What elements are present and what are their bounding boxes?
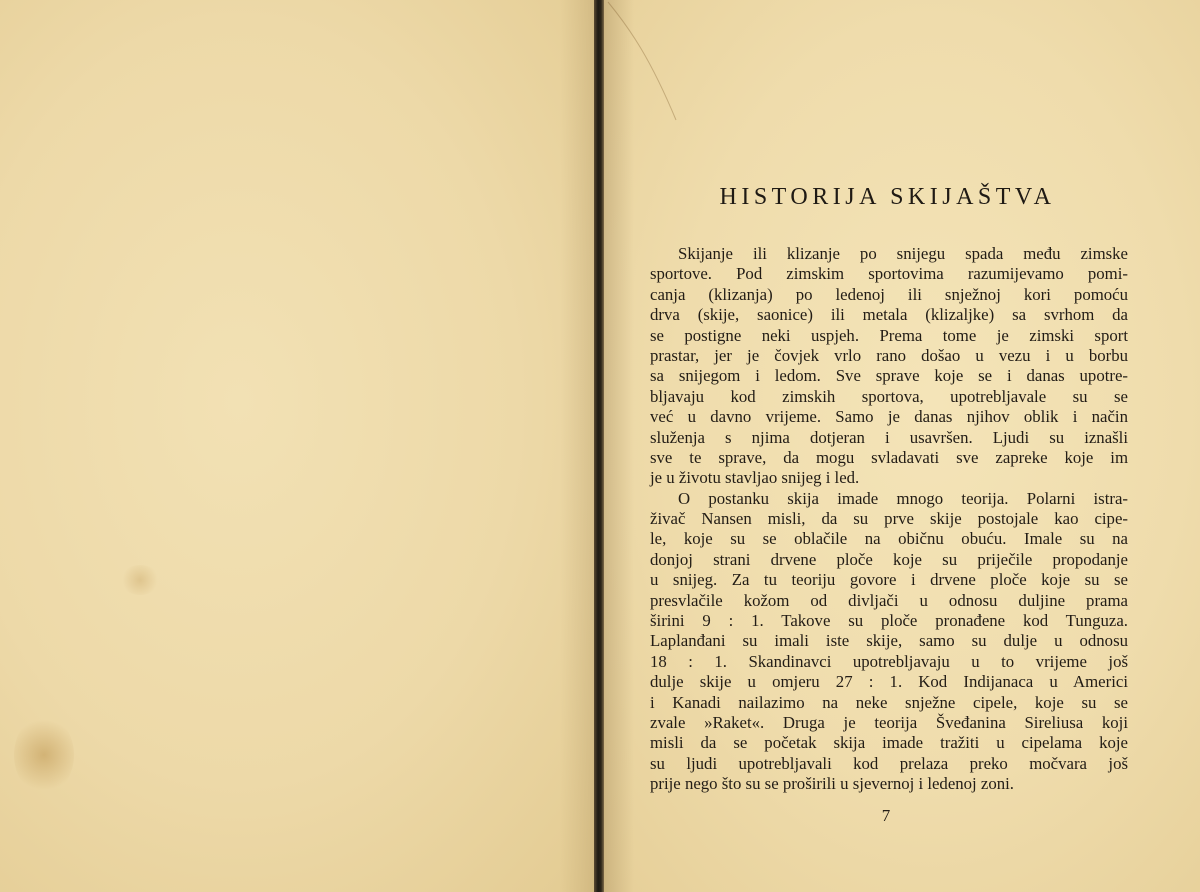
text-line: le, koje su se oblačile na običnu obuću. Imale su na	[650, 529, 1128, 549]
text-line: prije nego što su se proširili u sjevernoj i ledenoj zoni.	[650, 774, 1014, 794]
text-line: širini 9 : 1. Takove su ploče pronađene kod Tunguza.	[650, 611, 1128, 631]
left-page-blank	[0, 0, 598, 892]
text-line: O postanku skija imade mnogo teorija. Polarni istra-	[678, 488, 1128, 508]
paper-stain	[14, 715, 74, 795]
paper-stain	[120, 565, 160, 595]
page-number: 7	[881, 806, 891, 825]
text-line: živač Nansen misli, da su prve skije postojale kao cipe-	[650, 509, 1128, 529]
gutter-shadow	[560, 0, 598, 892]
text-line: 18 : 1. Skandinavci upotrebljavaju u to vrijeme još	[650, 651, 1128, 671]
text-line: donjoj strani drvene ploče koje su priječile propodanje	[650, 549, 1128, 569]
gutter-shadow	[604, 0, 634, 892]
text-line: presvlačile kožom od divljači u odnosu duljine prama	[650, 590, 1128, 610]
text-line: i Kanadi nailazimo na neke snježne cipele, koje su se	[650, 692, 1128, 712]
text-line: drva (skije, saonice) ili metala (klizaljke) sa svrhom da	[650, 305, 1128, 325]
text-line: u snijeg. Za tu teoriju govore i drvene ploče koje su se	[650, 570, 1128, 590]
text-line: prastar, jer je čovjek vrlo rano došao u vezu i u borbu	[650, 345, 1128, 365]
text-line: Skijanje ili klizanje po snijegu spada među zimske	[678, 244, 1128, 263]
text-line: misli da se početak skija imade tražiti u cipelama koje	[650, 733, 1128, 753]
text-line: se postigne neki uspjeh. Prema tome je zimski sport	[650, 325, 1128, 345]
text-line: služenja s njima dotjeran i usavršen. Ljudi su iznašli	[650, 427, 1128, 447]
text-line: već u davno vrijeme. Samo je danas njihov oblik i način	[650, 407, 1128, 427]
text-line: canja (klizanja) po ledenoj ili snježnoj kori pomoću	[650, 284, 1128, 304]
text-line: sportove. Pod zimskim sportovima razumijevamo pomi-	[650, 264, 1128, 284]
text-line: su ljudi upotrebljavali kod prelaza preko močvara još	[650, 753, 1128, 773]
body-text	[650, 244, 1128, 795]
text-line: Laplanđani su imali iste skije, samo su dulje u odnosu	[650, 631, 1128, 651]
text-line: bljavaju kod zimskih sportova, upotrebljavale su se	[650, 386, 1128, 406]
text-line: je u životu stavljao snijeg i led.	[650, 468, 860, 488]
text-line: sve te sprave, da mogu svladavati sve zapreke koje im	[650, 447, 1128, 467]
text-line: sa snijegom i ledom. Sve sprave koje se i danas upotre-	[650, 366, 1128, 386]
chapter-title: HISTORIJA SKIJAŠTVA	[719, 184, 1056, 210]
text-line: dulje skije u omjeru 27 : 1. Kod Indijanaca u Americi	[650, 672, 1128, 692]
book-spine	[594, 0, 604, 892]
text-line: zvale »Raket«. Druga je teorija Šveđanina Sireliusa koji	[650, 712, 1128, 732]
